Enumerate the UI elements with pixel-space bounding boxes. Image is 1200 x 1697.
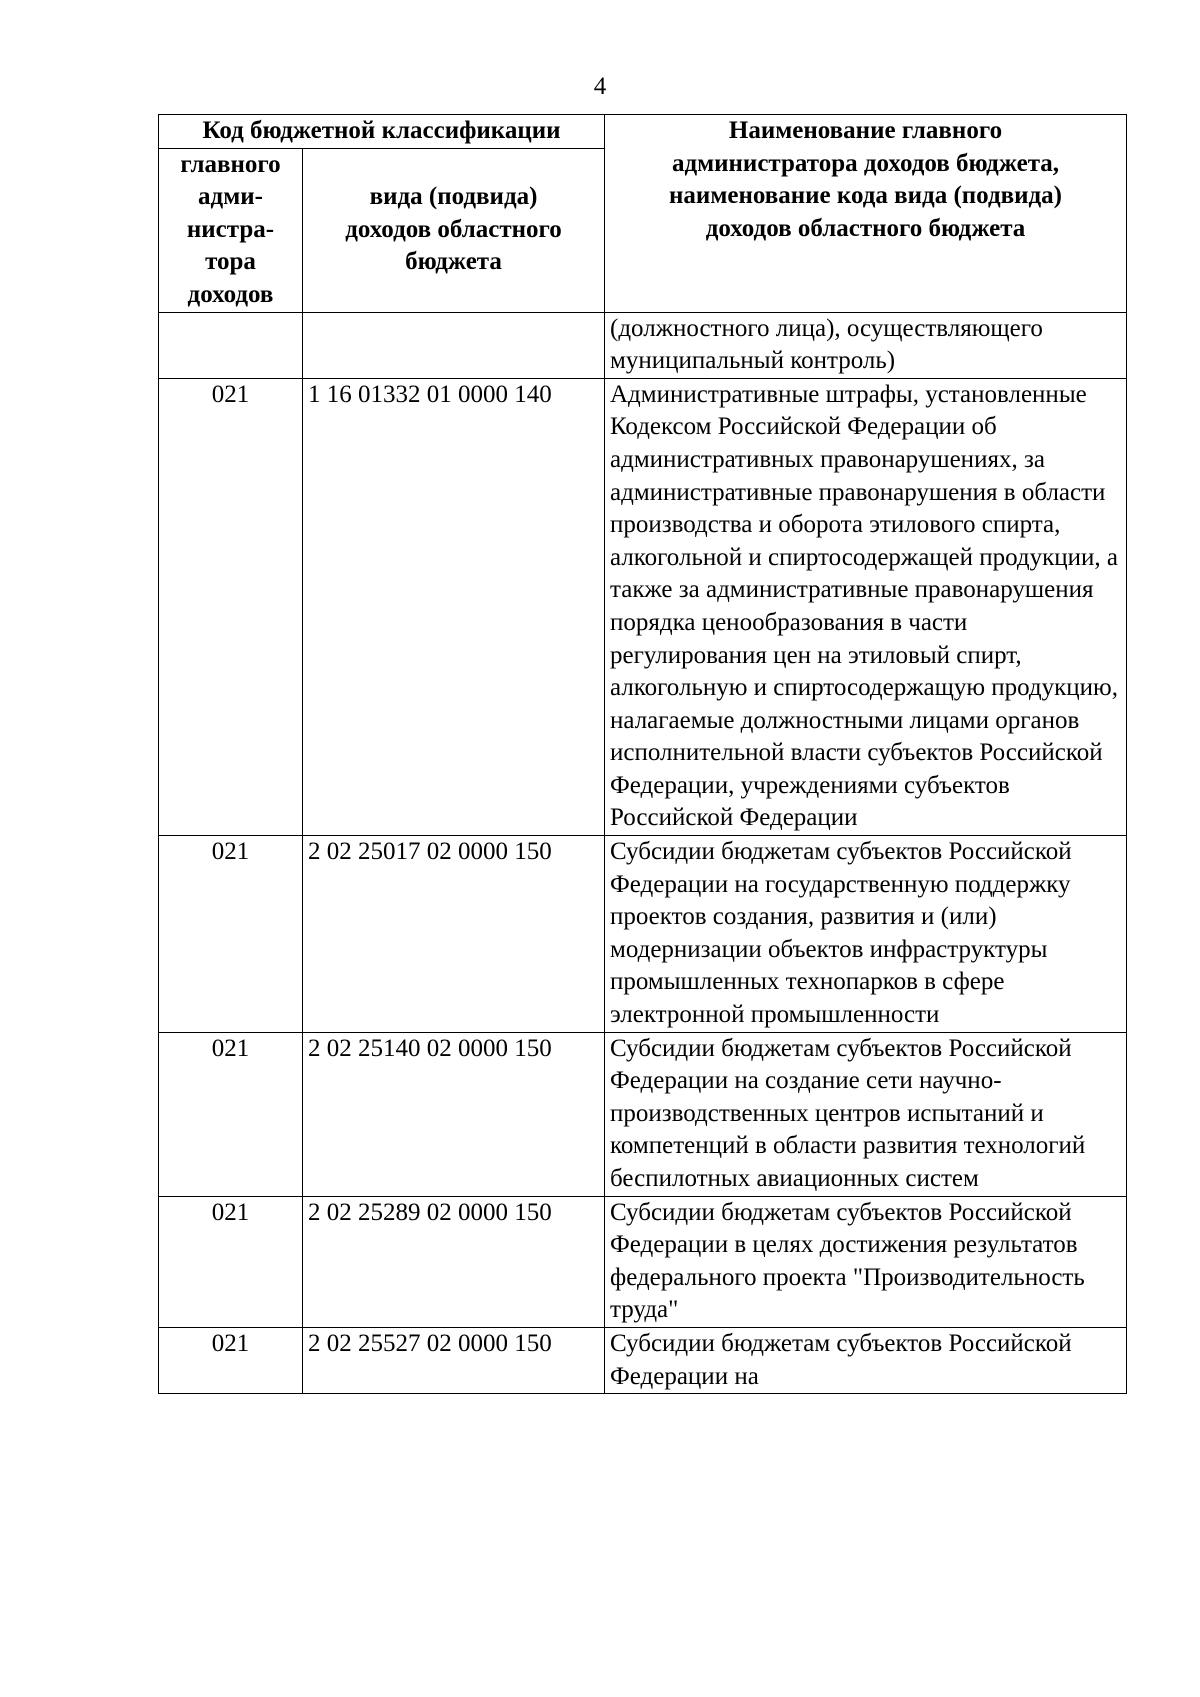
table-row (159, 836, 1127, 1033)
admin-code-cell: 021 (159, 836, 303, 1033)
name-cell: Субсидии бюджетам субъектов Российской Федерации на создание сети научно-производственных центров испытаний и компетенций в области развития технологий беспилотных авиационных систем (605, 1032, 1127, 1196)
income-code-cell: 2 02 25140 02 0000 150 (303, 1032, 605, 1196)
name-cell: Субсидии бюджетам субъектов Российской Федерации на государственную поддержку проектов создания, развития и (или) модернизации объектов инфраструктуры промышленных технопарков в сфере электронной промышленности (605, 836, 1127, 1033)
header-budget-classification-code: Код бюджетной классификации (159, 115, 605, 149)
income-code-cell: 2 02 25017 02 0000 150 (303, 836, 605, 1033)
header-admin-line: тора (205, 248, 256, 276)
income-code-cell (303, 312, 605, 378)
income-code-cell: 2 02 25289 02 0000 150 (303, 1196, 605, 1327)
header-admin-line: главного (180, 150, 281, 178)
header-name (605, 115, 1127, 313)
header-admin-line: доходов (187, 280, 274, 308)
name-cell: Субсидии бюджетам субъектов Российской Федерации на (605, 1327, 1127, 1393)
income-code-cell: 2 02 25527 02 0000 150 (303, 1327, 605, 1393)
admin-code-cell: 021 (159, 1196, 303, 1327)
table-row (159, 1196, 1127, 1327)
income-code-cell: 1 16 01332 01 0000 140 (303, 378, 605, 835)
admin-code-cell: 021 (159, 1032, 303, 1196)
header-name-line: Наименование главного (728, 117, 1003, 144)
table-row (159, 378, 1127, 835)
name-cell: Субсидии бюджетам субъектов Российской Федерации в целях достижения результатов федерального проекта "Производительность труда" (605, 1196, 1127, 1327)
header-admin-line: адми- (198, 183, 263, 211)
header-income-line: вида (подвида) (369, 183, 538, 211)
admin-code-cell: 021 (159, 378, 303, 835)
table-row (159, 312, 1127, 378)
table-row (159, 1327, 1127, 1393)
name-cell: Административные штрафы, установленные Кодексом Российской Федерации об административных правонарушениях, за административные правонарушения в области производства и оборота этилового спирта, алкогольной и спиртосодержащей продукции, а также за административные правонарушения порядка ценообразования в части регулирования цен на этиловый спирт, алкогольную и спиртосодержащую продукцию, налагаемые должностными лицами органов исполнительной власти субъектов Российской Федерации, учреждениями субъектов Российской Федерации (605, 378, 1127, 835)
page-number: 4 (593, 73, 607, 100)
header-main-administrator (159, 148, 303, 312)
header-name-line: наименование кода вида (подвида) (669, 182, 1062, 210)
budget-classification-table (158, 114, 1127, 1394)
header-row-group (159, 115, 1127, 149)
header-admin-line: нистра- (186, 215, 275, 243)
header-income-line: доходов областного (345, 215, 562, 243)
header-income-type (303, 148, 605, 312)
admin-code-cell: 021 (159, 1327, 303, 1393)
name-cell: (должностного лица), осуществляющего муниципальный контроль) (605, 312, 1127, 378)
header-income-line: бюджета (405, 248, 502, 276)
header-name-line: доходов областного бюджета (705, 214, 1026, 242)
table-row (159, 1032, 1127, 1196)
header-name-line: администратора доходов бюджета, (671, 149, 1060, 177)
admin-code-cell (159, 312, 303, 378)
